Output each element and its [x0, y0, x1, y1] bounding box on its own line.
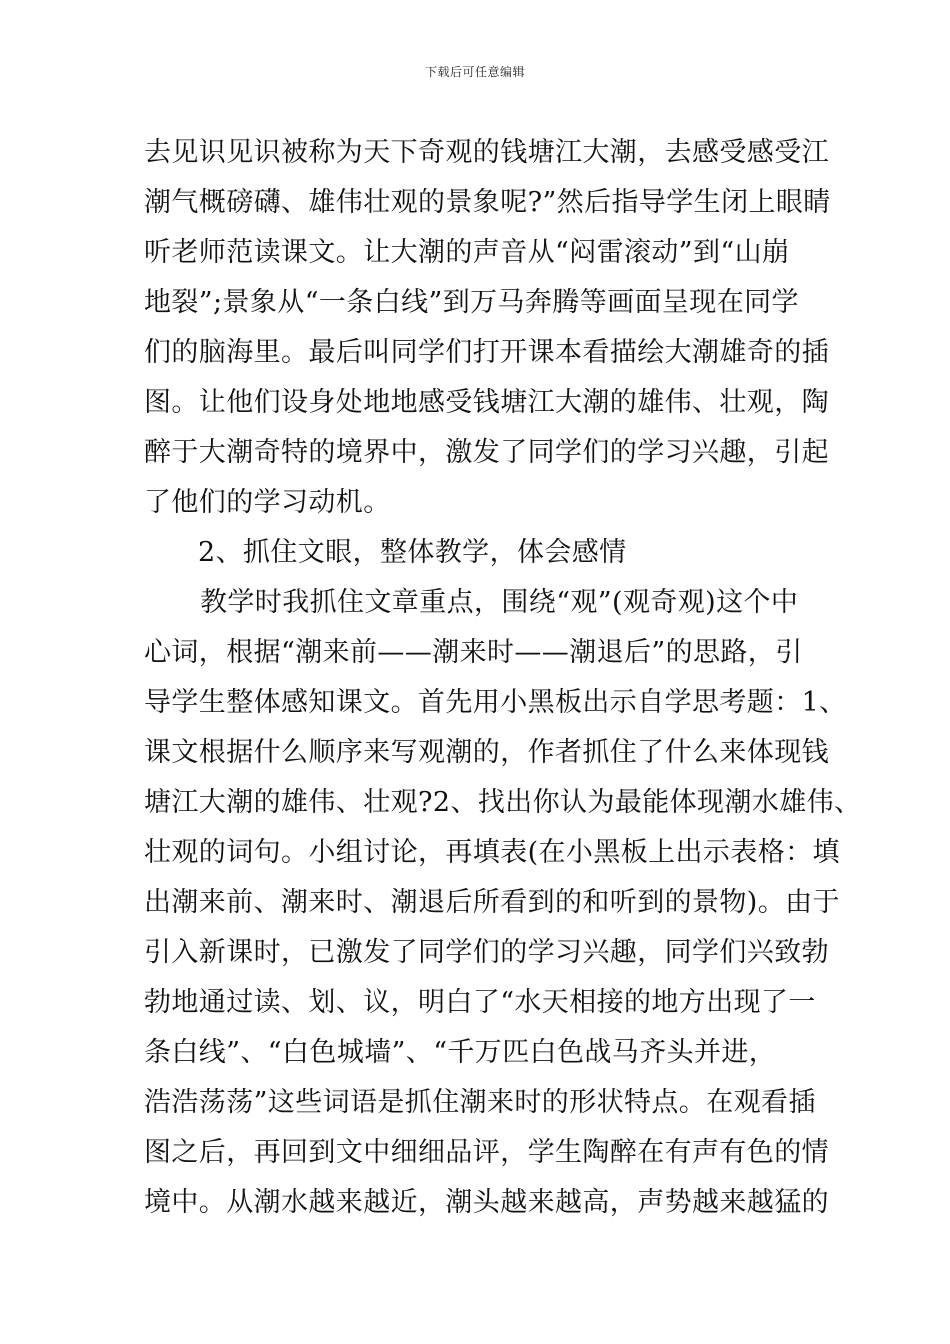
text-line: 听老师范读课文。让大潮的声音从“闷雷滚动”到“山崩 — [144, 237, 790, 268]
text-line: 浩浩荡荡”这些词语是抓住潮来时的形状特点。在观看插 — [144, 1087, 816, 1118]
section-heading: 2、抓住文眼，整体教学，体会感情 — [198, 537, 627, 568]
text-line: 出潮来前、潮来时、潮退后所看到的和听到的景物)。由于 — [144, 887, 840, 918]
text-line: 了他们的学习动机。 — [144, 487, 391, 518]
text-line: 潮气概磅礴、雄伟壮观的景象呢?”然后指导学生闭上眼睛 — [144, 187, 831, 218]
text-line: 醉于大潮奇特的境界中，激发了同学们的学习兴趣，引起 — [144, 437, 829, 468]
text-line: 壮观的词句。小组讨论，再填表(在小黑板上出示表格：填 — [144, 837, 840, 868]
text-line: 去见识见识被称为天下奇观的钱塘江大潮，去感受感受江 — [144, 137, 829, 168]
paragraph-start: 教学时我抓住文章重点，围绕“观”(观奇观)这个中 — [200, 587, 799, 618]
page-header: 下载后可任意编辑 — [424, 65, 525, 79]
text-line: 图。让他们设身处地地感受钱塘江大潮的雄伟、壮观，陶 — [144, 387, 829, 418]
text-line: 地裂”;景象从“一条白线”到万马奔腾等画面呈现在同学 — [144, 287, 799, 318]
text-line: 们的脑海里。最后叫同学们打开课本看描绘大潮雄奇的插 — [144, 337, 829, 368]
text-line: 引入新课时，已激发了同学们的学习兴趣，同学们兴致勃 — [144, 937, 829, 968]
body-text — [144, 128, 862, 1228]
text-line: 条白线”、“白色城墙”、“千万匹白色战马齐头并进， — [144, 1037, 777, 1068]
text-line: 图之后，再回到文中细细品评，学生陶醉在有声有色的情 — [144, 1137, 829, 1168]
text-line: 境中。从潮水越来越近，潮头越来越高，声势越来越猛的 — [144, 1187, 829, 1218]
text-line: 课文根据什么顺序来写观潮的，作者抓住了什么来体现钱 — [144, 737, 829, 768]
text-line: 导学生整体感知课文。首先用小黑板出示自学思考题：1、 — [144, 687, 847, 718]
text-line: 心词，根据“潮来前——潮来时——潮退后”的思路，引 — [144, 637, 803, 668]
text-line: 塘江大潮的雄伟、壮观?2、找出你认为最能体现潮水雄伟、 — [144, 787, 862, 818]
text-line: 勃地通过读、划、议，明白了“水天相接的地方出现了一 — [144, 987, 816, 1018]
